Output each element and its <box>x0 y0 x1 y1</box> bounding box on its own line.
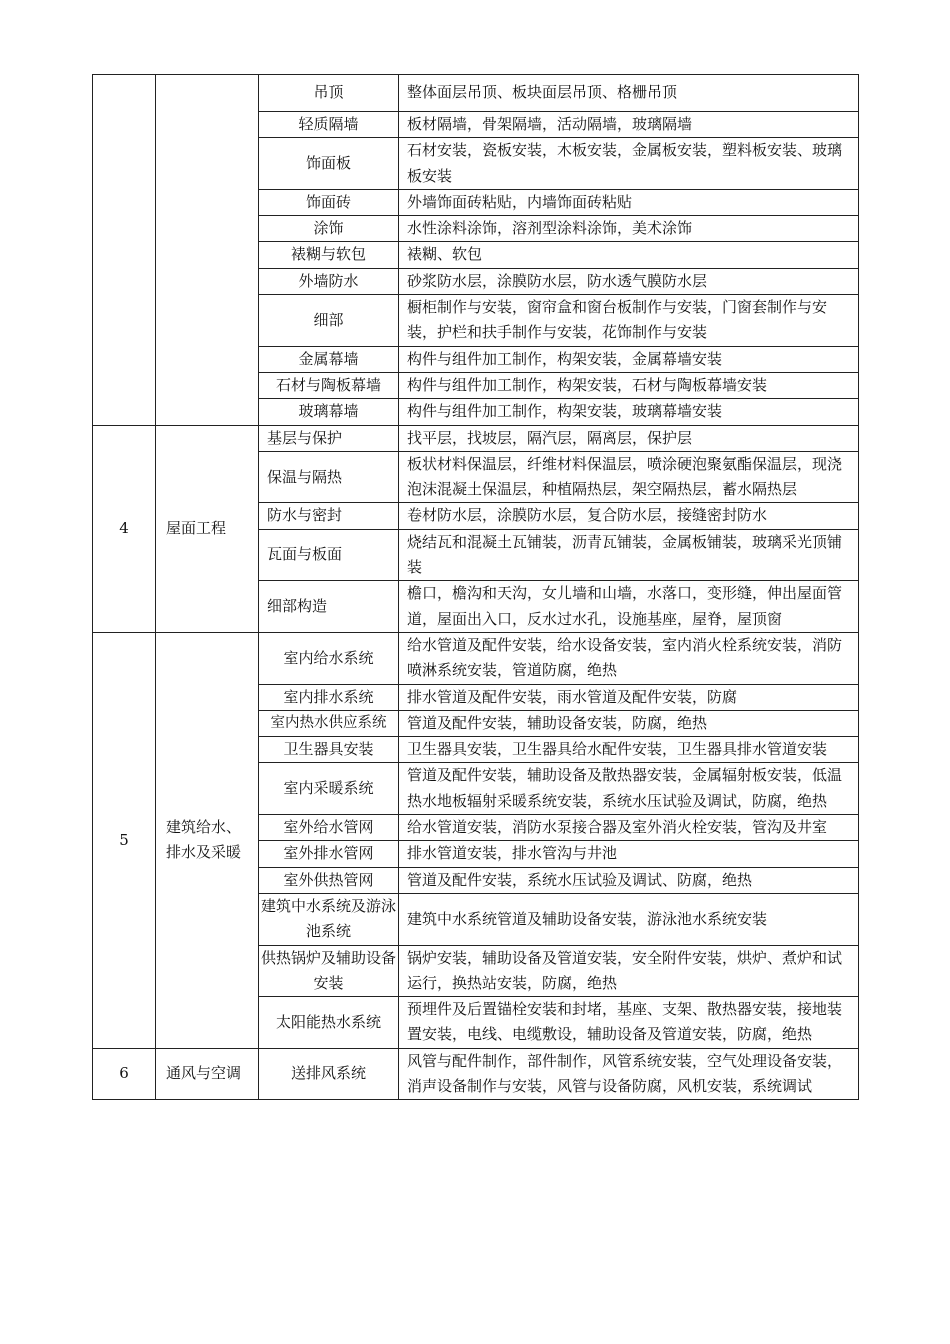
division-number-cell: 6 <box>93 1048 156 1100</box>
subdivision-cell: 保温与隔热 <box>259 451 399 503</box>
items-cell: 构件与组件加工制作，构架安装，石材与陶板幕墙安装 <box>399 372 859 398</box>
subdivision-cell: 玻璃幕墙 <box>259 399 399 425</box>
subdivision-cell: 细部构造 <box>259 581 399 633</box>
subdivision-cell: 建筑中水系统及游泳池系统 <box>259 893 399 945</box>
subdivision-cell: 卫生器具安装 <box>259 737 399 763</box>
items-cell: 管道及配件安装，辅助设备安装，防腐，绝热 <box>399 710 859 736</box>
subdivision-cell: 涂饰 <box>259 216 399 242</box>
items-cell: 预埋件及后置锚栓安装和封堵，基座、支架、散热器安装，接地装置安装，电线、电缆敷设，辅助设备及管道安装，防腐，绝热 <box>399 997 859 1049</box>
subdivision-cell: 吊顶 <box>259 75 399 112</box>
subdivision-cell: 外墙防水 <box>259 268 399 294</box>
items-cell: 排水管道安装，排水管沟与井池 <box>399 841 859 867</box>
items-cell: 排水管道及配件安装，雨水管道及配件安装，防腐 <box>399 684 859 710</box>
items-cell: 卷材防水层，涂膜防水层，复合防水层，接缝密封防水 <box>399 503 859 529</box>
subdivision-cell: 太阳能热水系统 <box>259 997 399 1049</box>
construction-division-table <box>92 74 859 1100</box>
items-cell: 锅炉安装，辅助设备及管道安装，安全附件安装，烘炉、煮炉和试运行，换热站安装，防腐，绝热 <box>399 945 859 997</box>
items-cell: 板状材料保温层，纤维材料保温层，喷涂硬泡聚氨酯保温层，现浇泡沫混凝土保温层，种植隔热层，架空隔热层，蓄水隔热层 <box>399 451 859 503</box>
subdivision-cell: 送排风系统 <box>259 1048 399 1100</box>
items-cell: 管道及配件安装，系统水压试验及调试、防腐，绝热 <box>399 867 859 893</box>
subdivision-cell: 细部 <box>259 295 399 347</box>
subdivision-cell: 室内给水系统 <box>259 632 399 684</box>
subdivision-cell: 饰面板 <box>259 138 399 190</box>
division-name-cell <box>156 75 259 426</box>
subdivision-cell: 室外给水管网 <box>259 815 399 841</box>
items-cell: 板材隔墙，骨架隔墙，活动隔墙，玻璃隔墙 <box>399 112 859 138</box>
table-row <box>93 632 859 684</box>
table-row <box>93 425 859 451</box>
subdivision-cell: 瓦面与板面 <box>259 529 399 581</box>
subdivision-cell: 室外供热管网 <box>259 867 399 893</box>
items-cell: 整体面层吊顶、板块面层吊顶、格栅吊顶 <box>399 75 859 112</box>
items-cell: 卫生器具安装，卫生器具给水配件安装，卫生器具排水管道安装 <box>399 737 859 763</box>
division-number-cell: 4 <box>93 425 156 632</box>
table-row <box>93 1048 859 1100</box>
items-cell: 给水管道及配件安装，给水设备安装，室内消火栓系统安装，消防喷淋系统安装，管道防腐，绝热 <box>399 632 859 684</box>
items-cell: 石材安装，瓷板安装，木板安装，金属板安装，塑料板安装、玻璃板安装 <box>399 138 859 190</box>
items-cell: 外墙饰面砖粘贴，内墙饰面砖粘贴 <box>399 189 859 215</box>
items-cell: 建筑中水系统管道及辅助设备安装，游泳池水系统安装 <box>399 893 859 945</box>
items-cell: 檐口，檐沟和天沟，女儿墙和山墙，水落口，变形缝，伸出屋面管道，屋面出入口，反水过水孔，设施基座，屋脊，屋顶窗 <box>399 581 859 633</box>
division-number-cell <box>93 75 156 426</box>
subdivision-cell: 轻质隔墙 <box>259 112 399 138</box>
subdivision-cell: 室内排水系统 <box>259 684 399 710</box>
subdivision-cell: 石材与陶板幕墙 <box>259 372 399 398</box>
subdivision-cell: 饰面砖 <box>259 189 399 215</box>
division-name-cell: 建筑给水、排水及采暖 <box>156 632 259 1048</box>
items-cell: 风管与配件制作，部件制作，风管系统安装，空气处理设备安装，消声设备制作与安装，风管与设备防腐，风机安装，系统调试 <box>399 1048 859 1100</box>
subdivision-cell: 室内采暖系统 <box>259 763 399 815</box>
items-cell: 构件与组件加工制作，构架安装，金属幕墙安装 <box>399 346 859 372</box>
subdivision-cell: 裱糊与软包 <box>259 242 399 268</box>
items-cell: 裱糊、软包 <box>399 242 859 268</box>
subdivision-cell: 室外排水管网 <box>259 841 399 867</box>
subdivision-cell: 防水与密封 <box>259 503 399 529</box>
items-cell: 给水管道安装，消防水泵接合器及室外消火栓安装，管沟及井室 <box>399 815 859 841</box>
items-cell: 管道及配件安装，辅助设备及散热器安装，金属辐射板安装，低温热水地板辐射采暖系统安装，系统水压试验及调试，防腐，绝热 <box>399 763 859 815</box>
items-cell: 水性涂料涂饰，溶剂型涂料涂饰，美术涂饰 <box>399 216 859 242</box>
subdivision-cell: 供热锅炉及辅助设备安装 <box>259 945 399 997</box>
table-row <box>93 75 859 112</box>
items-cell: 烧结瓦和混凝土瓦铺装，沥青瓦铺装，金属板铺装，玻璃采光顶铺装 <box>399 529 859 581</box>
items-cell: 橱柜制作与安装，窗帘盒和窗台板制作与安装，门窗套制作与安装，护栏和扶手制作与安装，花饰制作与安装 <box>399 295 859 347</box>
subdivision-cell: 室内热水供应系统 <box>259 710 399 736</box>
items-cell: 砂浆防水层，涂膜防水层，防水透气膜防水层 <box>399 268 859 294</box>
subdivision-cell: 金属幕墙 <box>259 346 399 372</box>
subdivision-cell: 基层与保护 <box>259 425 399 451</box>
division-number-cell: 5 <box>93 632 156 1048</box>
items-cell: 构件与组件加工制作，构架安装，玻璃幕墙安装 <box>399 399 859 425</box>
division-name-cell: 通风与空调 <box>156 1048 259 1100</box>
items-cell: 找平层，找坡层，隔汽层，隔离层，保护层 <box>399 425 859 451</box>
division-name-cell: 屋面工程 <box>156 425 259 632</box>
